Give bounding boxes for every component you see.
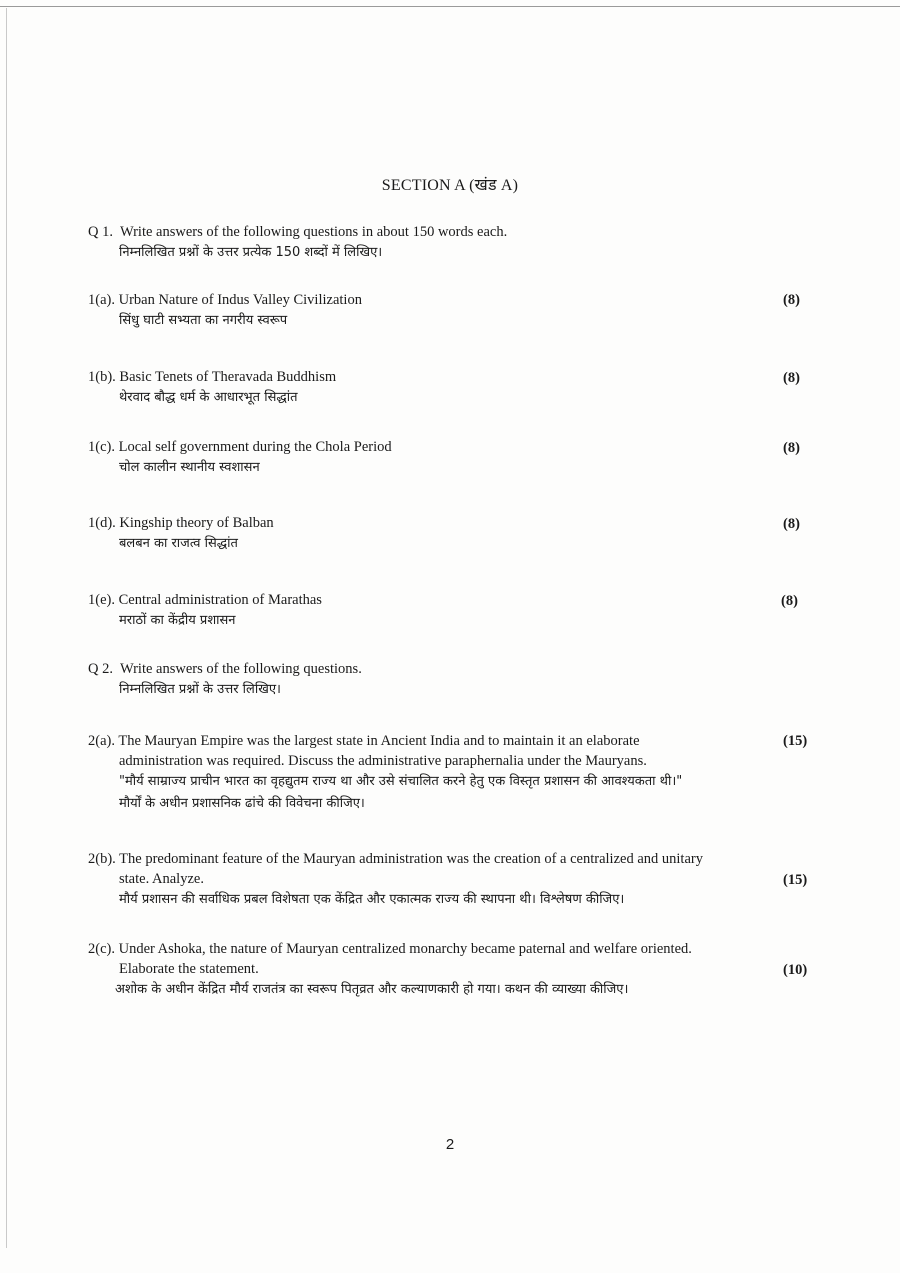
question-number: 1(a). [88, 292, 115, 308]
question-1c [88, 437, 788, 479]
q1-instruction-hi: निम्नलिखित प्रश्नों के उत्तर प्रत्येक 150 शब्दों में लिखिए। [119, 245, 383, 260]
q2-instruction-hi: निम्नलिखित प्रश्नों के उत्तर लिखिए। [119, 682, 281, 697]
question-1a [88, 290, 788, 332]
question-text-en: Urban Nature of Indus Valley Civilization [118, 292, 362, 308]
section-title: SECTION A (खंड A) [381, 177, 519, 194]
marks-2c: (10) [783, 962, 808, 978]
page-number: 2 [445, 1136, 455, 1153]
question-text-en-2: state. Analyze. [119, 871, 204, 887]
question-number: 2(b). [88, 851, 116, 867]
question-1e [88, 590, 788, 632]
question-2a [88, 731, 788, 815]
question-text-en: Local self government during the Chola Period [118, 439, 392, 455]
marks-2a: (15) [783, 733, 808, 749]
question-2c [88, 939, 788, 1001]
question-text-en-2: administration was required. Discuss the administrative paraphernalia under the Mauryans. [119, 753, 647, 769]
q2-label: Q 2. [88, 661, 113, 677]
question-text-en: Central administration of Marathas [118, 592, 322, 608]
question-text-hi: सिंधु घाटी सभ्यता का नगरीय स्वरूप [119, 313, 288, 328]
q1-instruction-en: Write answers of the following questions in about 150 words each. [119, 224, 508, 240]
marks-1d: (8) [783, 516, 800, 532]
question-text-en-1: The Mauryan Empire was the largest state in Ancient India and to maintain it an elaborate [118, 733, 640, 749]
question-text-en-1: The predominant feature of the Mauryan administration was the creation of a centralized and unitary [119, 851, 703, 867]
question-text-hi: बलबन का राजत्व सिद्धांत [119, 536, 238, 551]
question-text-en: Basic Tenets of Theravada Buddhism [119, 369, 337, 385]
marks-1b: (8) [783, 370, 800, 386]
marks-1c: (8) [783, 440, 800, 456]
q1-label: Q 1. [88, 224, 113, 240]
question-1b [88, 367, 788, 409]
question-text-hi: मराठों का केंद्रीय प्रशासन [119, 613, 236, 628]
question-number: 2(a). [88, 733, 115, 749]
question-text-en-1: Under Ashoka, the nature of Mauryan centralized monarchy became paternal and welfare oriented. [118, 941, 692, 957]
marks-1a: (8) [783, 292, 800, 308]
question-text-hi: थेरवाद बौद्ध धर्म के आधारभूत सिद्धांत [119, 390, 298, 405]
question-text-en: Kingship theory of Balban [119, 515, 274, 531]
q2-instruction-en: Write answers of the following questions. [119, 661, 362, 677]
q2-instruction [88, 659, 788, 701]
marks-1e: (8) [781, 593, 798, 609]
marks-2b: (15) [783, 872, 808, 888]
question-number: 1(d). [88, 515, 116, 531]
question-text-hi-1: मौर्य प्रशासन की सर्वाधिक प्रबल विशेषता एक केंद्रित और एकात्मक राज्य की स्थापना थी। विश्लेषण कीजिए। [119, 892, 625, 907]
question-number: 1(c). [88, 439, 115, 455]
question-number: 1(b). [88, 369, 116, 385]
question-text-hi: चोल कालीन स्थानीय स्वशासन [119, 460, 260, 475]
question-number: 2(c). [88, 941, 115, 957]
question-text-hi-2: मौर्यों के अधीन प्रशासनिक ढांचे की विवेचना कीजिए। [119, 796, 365, 811]
question-text-hi-1: अशोक के अधीन केंद्रित मौर्य राजतंत्र का स्वरूप पितृव्रत और कल्याणकारी हो गया। कथन की व्याख्या कीजिए। [115, 982, 629, 997]
q1-instruction [88, 222, 788, 264]
question-1d [88, 513, 788, 555]
question-text-hi-1: "मौर्य साम्राज्य प्राचीन भारत का वृहद्युतम राज्य था और उसे संचालित करने हेतु एक विस्तृत प्रशासन की आवश्यकता थी।" [119, 774, 683, 789]
question-text-en-2: Elaborate the statement. [119, 961, 259, 977]
question-number: 1(e). [88, 592, 115, 608]
question-2b [88, 849, 788, 911]
scan-edge-top [0, 6, 900, 7]
